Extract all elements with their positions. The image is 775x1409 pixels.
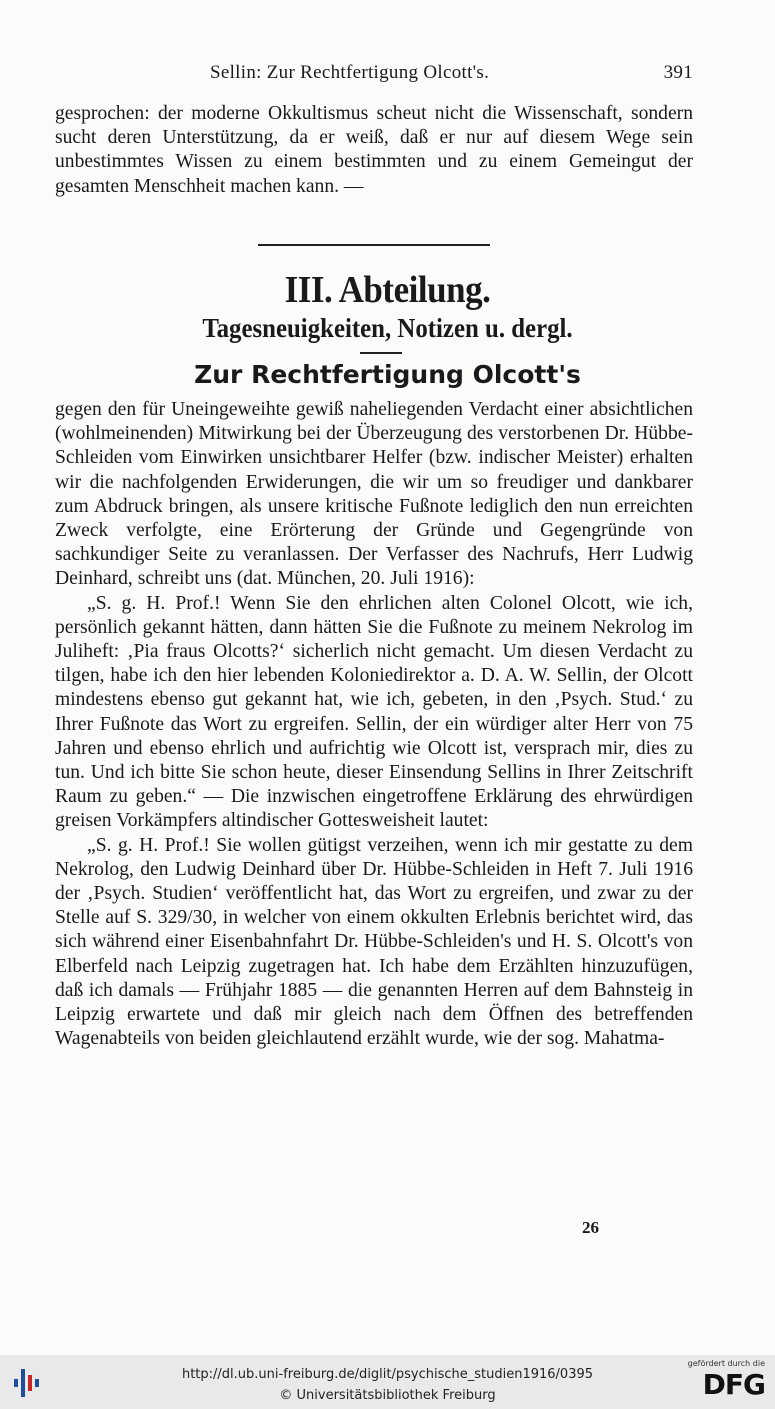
source-url-link[interactable]: http://dl.ub.uni-freiburg.de/diglit/psychische_studien1916/0395	[181, 1367, 594, 1382]
copyright-notice: © Universitätsbibliothek Freiburg	[279, 1388, 496, 1403]
intro-paragraph-block	[55, 102, 693, 199]
section-heading: III. Abteilung.	[284, 269, 491, 311]
body-paragraph: „S. g. H. Prof.! Wenn Sie den ehrlichen alten Colonel Olcott, wie ich, persönlich gekannt hätten, dann hätten Sie die Fußnote zu meinem Nekrolog im Juliheft: ‚Pia fraus Olcotts?‘ sicherlich nicht gemacht. Um diesen Verdacht zu tilgen, habe ich den hier lebenden Koloniedirektor a. D. A. W. Sellin, der Olcott mindestens ebenso gut gekannt hat, wie ich, gebeten, in den ‚Psych. Stud.‘ zu Ihrer Fußnote das Wort zu ergreifen. Sellin, der ein würdiger alter Herr von 75 Jahren und ebenso ehrlich und aufrichtig wie Olcott ist, versprach mir, dies zu tun. Und ich bitte Sie schon heute, dieser Einsendung Sellins in Ihrer Zeitschrift Raum zu geben.“ — Die inzwischen eingetroffene Erklärung des ehrwürdigen greisen Vorkämpfers altindischer Gottesweisheit lautet:	[55, 592, 693, 832]
section-subheading: Tagesneuigkeiten, Notizen u. dergl.	[202, 313, 573, 343]
dfg-logo-text: DFG	[702, 1368, 765, 1401]
section-divider-rule	[258, 244, 490, 246]
viewer-footer	[0, 1355, 775, 1409]
intro-paragraph: gesprochen: der moderne Okkultismus scheut nicht die Wissenschaft, sondern sucht deren Unterstützung, da er weiß, daß er nur auf diesem Wege sein unbestimmtes Wissen zu einem bestimmten und zu einem Gemeingut der gesamten Menschheit machen kann. —	[55, 103, 693, 197]
page-number: 391	[663, 62, 693, 83]
article-title: Zur Rechtfertigung Olcott's	[194, 360, 581, 389]
body-paragraph: gegen den für Uneingeweihte gewiß naheliegenden Verdacht einer absichtlichen (wohlmeinenden) Mitwirkung bei der Überzeugung des verstorbenen Dr. Hübbe-Schleiden vom Einwirken unsichtbarer Helfer (bzw. indischer Meister) erhalten wir die nachfolgenden Erwiderungen, die wir um so freudiger und dankbarer zum Abdruck bringen, als unsere kritische Fußnote lediglich den nun erreichten Zweck verfolgte, eine Erörterung der Gründe und Gegengründe von sachkundiger Seite zu veranlassen. Der Verfasser des Nachrufs, Herr Ludwig Deinhard, schreibt uns (dat. München, 20. Juli 1916):	[55, 399, 693, 590]
dfg-logo	[681, 1359, 765, 1407]
signature-mark: 26	[582, 1218, 599, 1237]
dfg-caption: gefördert durch die	[687, 1359, 765, 1368]
body-paragraph: „S. g. H. Prof.! Sie wollen gütigst verzeihen, wenn ich mir gestatte zu dem Nekrolog, den Ludwig Deinhard über Dr. Hübbe-Schleiden in Heft 7. Juli 1916 der ‚Psych. Studien‘ veröffentlicht hat, das Wort zu ergreifen, und zwar zu der Stelle auf S. 329/30, in welcher von einem okkulten Erlebnis berichtet wird, das sich während einer Eisenbahnfahrt Dr. Hübbe-Schleiden's und H. S. Olcott's von Elberfeld nach Leipzig zugetragen hat. Ich habe dem Erzählten hinzuzufügen, daß ich damals — Frühjahr 1885 — die genannten Herren auf dem Bahnsteig in Leipzig erwartete und daß mir gleich nach dem Öffnen des betreffenden Wagenabteils von beiden gleichlautend erzählt wurde, wie der sog. Mahatma-	[55, 834, 693, 1050]
article-body	[55, 398, 693, 1051]
running-head-title: Sellin: Zur Rechtfertigung Olcott's.	[210, 62, 490, 83]
running-head	[55, 62, 695, 86]
title-divider-rule	[360, 352, 402, 354]
